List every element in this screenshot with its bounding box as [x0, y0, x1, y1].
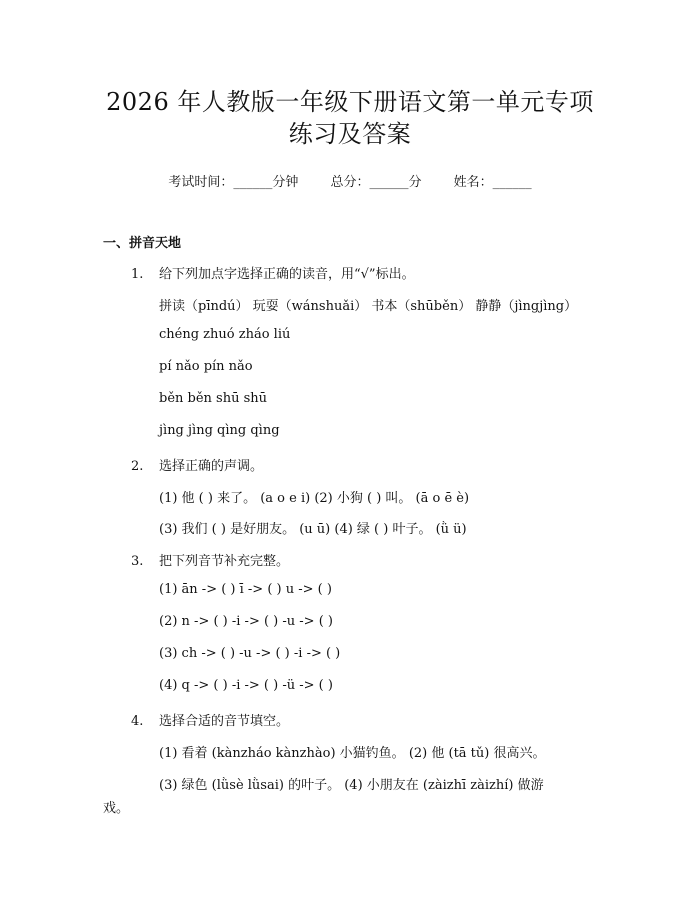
question-4 [131, 710, 289, 729]
question-2 [131, 455, 263, 474]
question-2-line-1: (1) 他 ( ) 来了。 (a o e i) (2) 小狗 ( ) 叫。 (ā o ē è) [159, 491, 470, 506]
exam-score: 总分：______分 [330, 175, 422, 190]
question-number: 3. [131, 554, 144, 569]
question-1-line-4: běn běn shū shū [159, 391, 268, 406]
exam-time: 考试时间：______分钟 [168, 175, 299, 190]
question-text: 选择正确的声调。 [159, 459, 264, 474]
question-3-line-1: (1) ān -> ( ) ī -> ( ) u -> ( ) [159, 582, 332, 597]
question-1 [131, 263, 415, 282]
question-1-line-5: jìng jìng qìng qìng [159, 423, 280, 438]
question-4-line-2: (3) 绿色 (lǜsè lǜsai) 的叶子。 (4) 小朋友在 (zàizhī zàizhí) 做游 [159, 778, 544, 793]
section-heading-pinyin: 一、拼音天地 [103, 236, 182, 251]
question-text: 选择合适的音节填空。 [159, 714, 290, 729]
question-3 [131, 550, 289, 569]
question-text: 给下列加点字选择正确的读音，用“√”标出。 [159, 267, 415, 282]
question-text: 把下列音节补充完整。 [159, 554, 290, 569]
question-3-line-3: (3) ch -> ( ) -u -> ( ) -i -> ( ) [159, 646, 341, 661]
exam-meta [0, 171, 700, 190]
question-number: 4. [131, 714, 144, 729]
question-1-line-2: chéng zhuó zháo liú [159, 327, 291, 342]
question-4-line-2-wrap: 戏。 [103, 801, 130, 816]
question-1-line-3: pí nǎo pín nǎo [159, 359, 253, 374]
question-2-line-2: (3) 我们 ( ) 是好朋友。 (u ū) (4) 绿 ( ) 叶子。 (ǜ ü) [159, 522, 467, 537]
document-title-line-1: 2026 年人教版一年级下册语文第一单元专项 [106, 88, 594, 116]
document-title-line-2: 练习及答案 [288, 120, 412, 148]
question-4-line-1: (1) 看着 (kànzháo kànzhào) 小猫钓鱼。 (2) 他 (tā tǔ) 很高兴。 [159, 746, 546, 761]
question-3-line-2: (2) n -> ( ) -i -> ( ) -u -> ( ) [159, 614, 333, 629]
exam-name: 姓名：______ [453, 175, 532, 190]
question-number: 2. [131, 459, 144, 474]
question-number: 1. [131, 267, 144, 282]
question-3-line-4: (4) q -> ( ) -i -> ( ) -ü -> ( ) [159, 678, 333, 693]
question-1-line-1: 拼读（pīndú） 玩耍（wánshuǎi） 书本（shūběn） 静静（jìngjìng） [159, 299, 578, 314]
